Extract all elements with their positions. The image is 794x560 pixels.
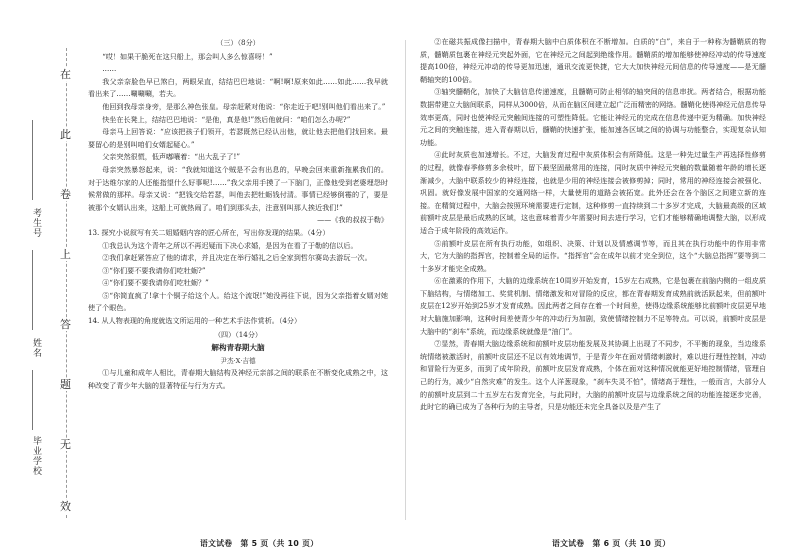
binding-margin	[0, 0, 92, 560]
seal-char: 效	[60, 500, 71, 513]
text-line: ②在磁共振成像扫描中，青春期大脑中白质体积在不断增加。白质的“白”，来自于一种称为髓鞘质的物质，髓鞘质包裹在神经元突起外面，它在神经元之间起到绝缘作用。髓鞘质的增加能够使神经冲动的传导速度提高100倍，神经元冲动的传导更加迅速，通讯交流更快捷，它大大加快神经元间信息的传导速度——是无髓鞘轴突的100倍。	[420, 37, 766, 84]
text-line: ④“你们要不要我请你们吃牡蛎？”	[102, 278, 209, 288]
text-line: 14. 从人物表现的角度就选文所运用的一种艺术手法作赏析。（4分）	[88, 316, 302, 326]
school-label: 毕业学校	[31, 436, 41, 476]
text-line: ①我总认为这个青年之所以不再迟疑而下决心求婚，是因为在看了于勒的信以后。	[102, 240, 358, 250]
text-line: ②我们拿赶紧答应了他的请求，并且决定在举行婚礼之后全家到哲尔赛岛去游玩一次。	[102, 253, 372, 263]
text-line: 他回到我母亲身旁，是那么神色张皇。母亲赶紧对他说：“你走近于吧!别叫他们看出来了。”	[102, 101, 386, 111]
seal-char: 无	[60, 438, 71, 451]
page-footer-right: 语文试卷 第 6 页（共 10 页）	[552, 539, 671, 548]
exam-number-label: 考生号	[31, 208, 41, 238]
seal-char: 题	[60, 378, 71, 391]
text-line: ①与儿童和成年人相比，青春期大脑结构及神经元亲部之间的联系在不断变化成熟之中，这种改变了青少年大脑的显著特征与行为方式。	[88, 368, 388, 391]
seal-char: 答	[60, 318, 71, 331]
text-line: 快坐在长凳上，结结巴巴地说：“是他，真是他!”然后他就问：“咱们怎么办呢?”	[102, 114, 351, 124]
text-line: ⑥在激素的作用下，大脑的边缘系统在10周岁开始发育，15岁左右成熟，它是包裹在前脑内侧的一组皮质下脑结构，与情绪加工、奖赏机制、情绪激发和对冒险的反应，都在青春期发育成熟前就活跃起来，但前额叶皮层在12岁开始到25岁才发育成熟。因此两者之间存在着一个时间差，使得边缘系统能够比前额叶皮层更早地对大脑施加影响，这种时间差使青少年的冲动行为加剧，致使情绪控制力不足等特点。可以说，前额叶皮层是大脑中的“刹车”系统，而边缘系统就像是“油门”。	[420, 276, 766, 336]
page-footer-left: 语文试卷 第 5 页（共 10 页）	[200, 539, 319, 548]
seal-char: 此	[60, 128, 71, 141]
name-label: 姓名	[31, 338, 41, 358]
text-line: 母亲突然暴怒起来，说：“我就知道这个贼是不会有出息的，早晚会回来重新拖累我们的。对于达维尔家的人还能指望什么好事呢!……”我父亲用手摸了一下脑门，正像他受到老婆埋怨时候常做的那样。母亲又说：“把钱交给若瑟，叫他去把牡蛎钱付清。事情已经够倒霉的了，要是被那个女婿认出来，这船上可就热闹了。咱们到那头去，注意别叫那人挨近我们!”	[88, 164, 388, 212]
text-line: ⑦显然，青春期大脑边缘系统和前额叶皮层功能发展及其协调上出现了不同步，不平衡的现象，当边缘系统情绪被激活时，前额叶皮层还不足以有效地调节，于是青少年在面对情绪刺激时，难以进行理性控制，冲动和冒险行为更多，而到了成年阶段，前额叶皮层发育成熟，个体在面对这种情况就能更好地控制情绪，管理自己的行为，减少“自然灾难”的发生。这个人洋葱现象，“刹车失灵不怕”，情绪高于理性，一般而言，大部分人的前额叶皮层到二十五岁左右发育完全，与此同时，大脑的前额叶皮层与边缘系统之间的功能连接逐步完善，此时它的确已成为了各种行为的主导者，只是功能还未完全具备以及是产生了	[420, 339, 766, 412]
text-line: 解构青春期大脑	[211, 343, 265, 353]
school-line	[32, 370, 33, 430]
text-line: ⑤“你简直疯了!拿十个铜子给这个人。给这个流氓!”她没再往下说，因为父亲指着女婿对她使了个眼色。	[88, 290, 388, 313]
seal-char: 在	[60, 68, 71, 81]
seal-char: 上	[60, 248, 71, 261]
text-line: 13. 探究小说叙写有关二姐婚姻内容的匠心所在，写出你发现的结果。（4分）	[88, 227, 330, 237]
text-line: （三）（8分）	[216, 38, 260, 47]
text-line: ③“你们要不要我请你们吃牡蛎?”	[102, 265, 206, 275]
name-line	[32, 250, 33, 330]
text-line: “哎！如果干脆死在这只船上，那会叫人多么惊喜呀！”	[102, 51, 273, 61]
text-line: ——《我的叔叔于勒》	[317, 215, 388, 225]
text-line: 尹杰·X·吉德	[220, 356, 256, 365]
left-page-content	[88, 36, 388, 393]
page-divider	[405, 40, 406, 520]
text-line: ……	[102, 64, 117, 74]
text-line: ⑤前额叶皮层在所有执行功能，如组织、决策、计划以及情感调节等，而且其在执行功能中的作用非常大，它为大脑的指挥官，控制着全局的运作。“指挥官”会在成年以前才完全到位，这个“大脑总指挥”要等到二十多岁才能完全成熟。	[420, 238, 766, 273]
text-line: 父亲突然很慌，低声嘟嚷着：“出大乱子了!”	[102, 152, 240, 162]
text-line: 母亲马上回答说：“应该把孩子们领开，若瑟既然已经认出他，就让他去把他们找回来。最要留心的是别叫咱们女婿起疑心。”	[88, 127, 388, 149]
text-line: ③轴突髓鞘化，加快了大脑信息传递速度，且髓鞘可防止相邻的轴突间的信息串扰。两者结合，根据功能数据带建立大脑间联系，同样从3000倍，从而在脑区间建立起广泛而精密的网络。髓鞘化使得神经元信息传导效率更高，同时也使神经元突触间连接的可塑性降低。它能让神经元的完成在信息传递中更为精确。加快神经元之间的突触连接，进入青春期以后，髓鞘的快速扩张，能加速各区域之间的协调与功能整合，实现复杂认知功能。	[420, 87, 766, 147]
exam-no-line	[32, 120, 33, 200]
text-line: ④此时灰质也加速增长。不过，大脑发育过程中灰质体积会有所降低。这是一种先过量生产再选择性修剪的过程，就像春季修剪多余枝叶，留下最坚固最常用的连接，同时灰质中神经元突触的数量随着年龄的增长逐渐减少，大脑中联系较少的神经连接，也就是少用的神经连接会被修剪掉；同时，常用的神经连接会被强化、巩固。就好像发展中国家的交通网络一样，大量使用的道路会被拓宽。此外还会在各个脑区之间建立新的连接。在精简过程中，大脑会按照环境需要进行定制，这种修剪一直持续到二十多岁才完成，大脑最高级的区域前额叶皮层是最后成熟的区域，这也意味着青少年需要时间去进行学习，它们才能够精确地调整大脑，以形成适合于成年阶段的高效运作。	[420, 150, 766, 235]
text-line: 我父亲奈脸色早已煞白，两眼呆直，结结巴巴地说：“啊!啊!原来如此……如此……我早就看出来了……唰唰唰，若夫。	[88, 76, 388, 99]
right-page-content	[420, 36, 766, 414]
text-line: （四）（14分）	[213, 329, 263, 339]
seal-char: 卷	[60, 188, 71, 201]
